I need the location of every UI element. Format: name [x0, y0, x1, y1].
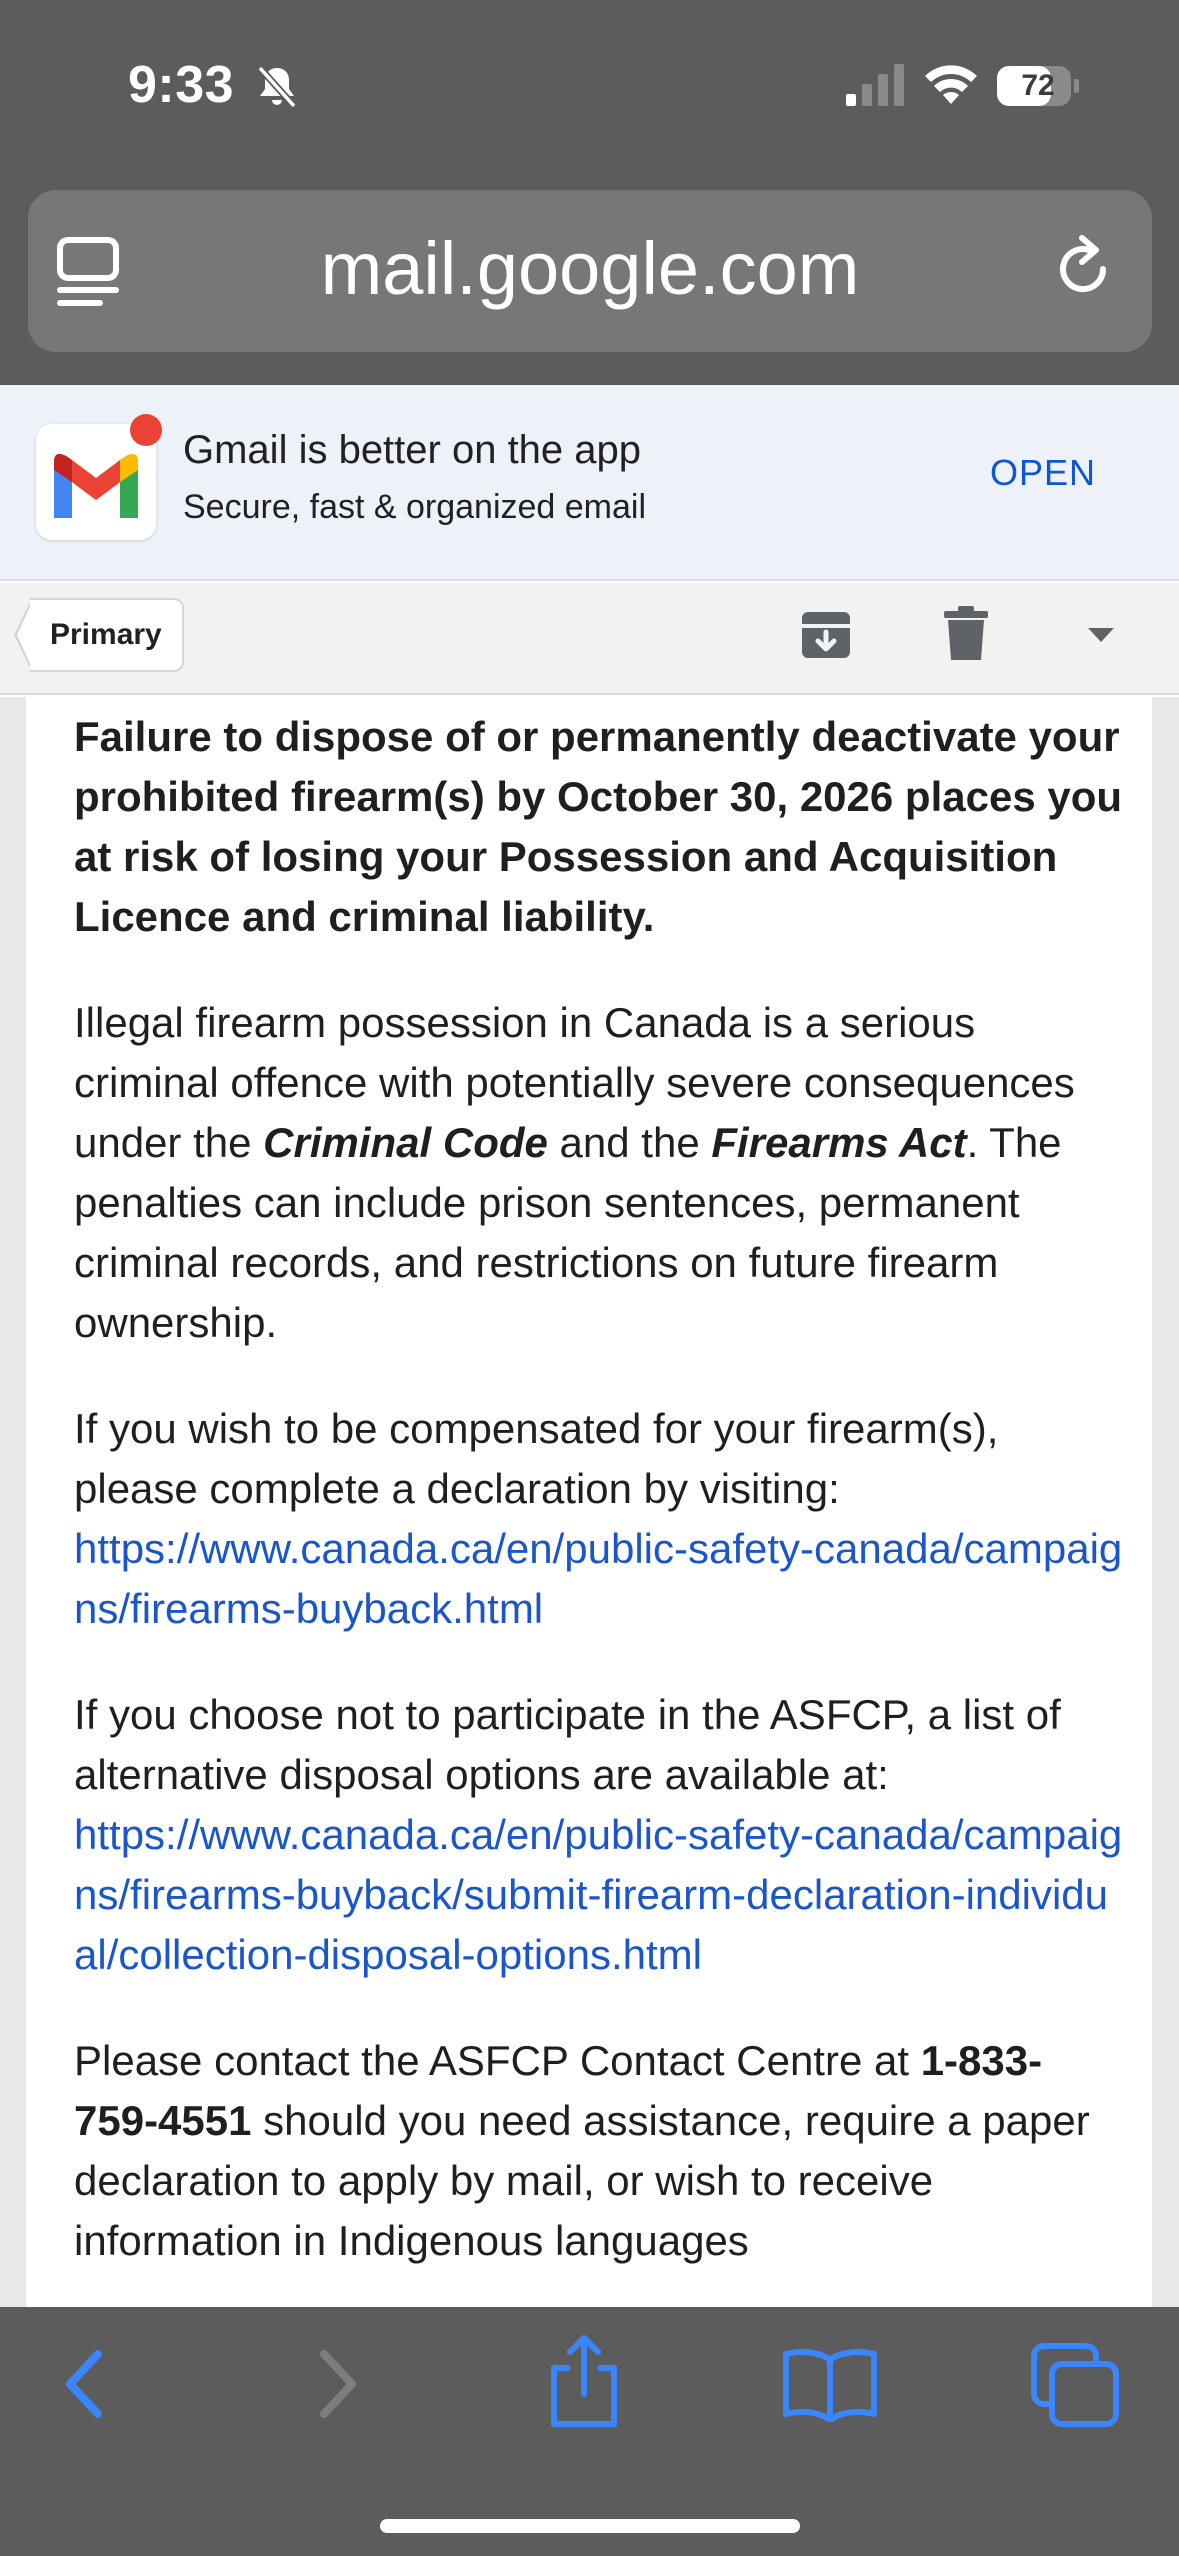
battery-level: 72: [1021, 69, 1055, 102]
warning-paragraph: Failure to dispose of or permanently deactivate your prohibited firearm(s) by October 30, 2026 places you at risk of losing your Possession and Acquisition Licence and criminal liability.: [74, 713, 1123, 940]
back-arrow-fill: [17, 600, 33, 670]
penalties-text-a: Illegal firearm possession in Canada is a serious criminal offence with potentially severe consequences under the: [74, 999, 1075, 1166]
reload-icon[interactable]: [1048, 234, 1118, 304]
bookmarks-icon[interactable]: [782, 2346, 878, 2422]
disposal-options-link[interactable]: https://www.canada.ca/en/public-safety-canada/campaigns/firearms-buyback/submit-firearm-declaration-individual/collection-disposal-options.html: [74, 1811, 1123, 1978]
chevron-down-icon[interactable]: [1086, 626, 1116, 644]
status-time: 9:33: [128, 56, 235, 114]
open-app-button[interactable]: OPEN: [990, 452, 1097, 493]
firearms-act-text: Firearms Act: [711, 1119, 967, 1166]
buyback-link[interactable]: https://www.canada.ca/en/public-safety-canada/campaigns/firearms-buyback.html: [74, 1525, 1123, 1632]
email-body: [26, 697, 1152, 2307]
disposal-paragraph: [74, 1685, 1124, 1985]
banner-subtitle: Secure, fast & organized email: [183, 488, 647, 526]
silent-bell-icon: [254, 64, 300, 110]
contact-phone[interactable]: 1-833-759-4551: [74, 2037, 1043, 2144]
share-icon[interactable]: [544, 2334, 624, 2430]
forward-icon[interactable]: [306, 2344, 366, 2424]
wifi-icon: [922, 60, 980, 108]
url-text[interactable]: mail.google.com: [320, 227, 860, 310]
compensation-text: If you wish to be compensated for your firearm(s), please complete a declaration by visiting:: [74, 1405, 999, 1512]
back-icon[interactable]: [56, 2344, 116, 2424]
disposal-text: If you choose not to participate in the ASFCP, a list of alternative disposal options are available at:: [74, 1691, 1061, 1798]
contact-paragraph: [74, 2031, 1124, 2271]
back-to-primary-label: Primary: [50, 618, 162, 651]
penalties-paragraph: [74, 993, 1124, 1353]
trash-icon[interactable]: [944, 606, 988, 660]
contact-text-a: Please contact the ASFCP Contact Centre at: [74, 2037, 921, 2084]
notification-badge: [130, 414, 162, 446]
penalties-text-b: and the: [547, 1119, 712, 1166]
tabs-icon[interactable]: [1030, 2342, 1120, 2428]
home-indicator[interactable]: [380, 2519, 800, 2533]
banner-title: Gmail is better on the app: [183, 428, 642, 472]
penalties-text-c: . The penalties can include prison sentences, permanent criminal records, and restrictions on future firearm ownership.: [74, 1119, 1062, 1346]
cellular-signal-icon: [844, 62, 906, 108]
back-to-primary-button[interactable]: [30, 598, 184, 672]
compensation-paragraph: [74, 1399, 1124, 1639]
contact-text-b: should you need assistance, require a paper declaration to apply by mail, or wish to receive information in Indigenous languages: [74, 2097, 1090, 2264]
archive-icon[interactable]: [800, 610, 852, 660]
criminal-code-text: Criminal Code: [263, 1119, 548, 1166]
page-menu-icon[interactable]: [56, 236, 120, 308]
